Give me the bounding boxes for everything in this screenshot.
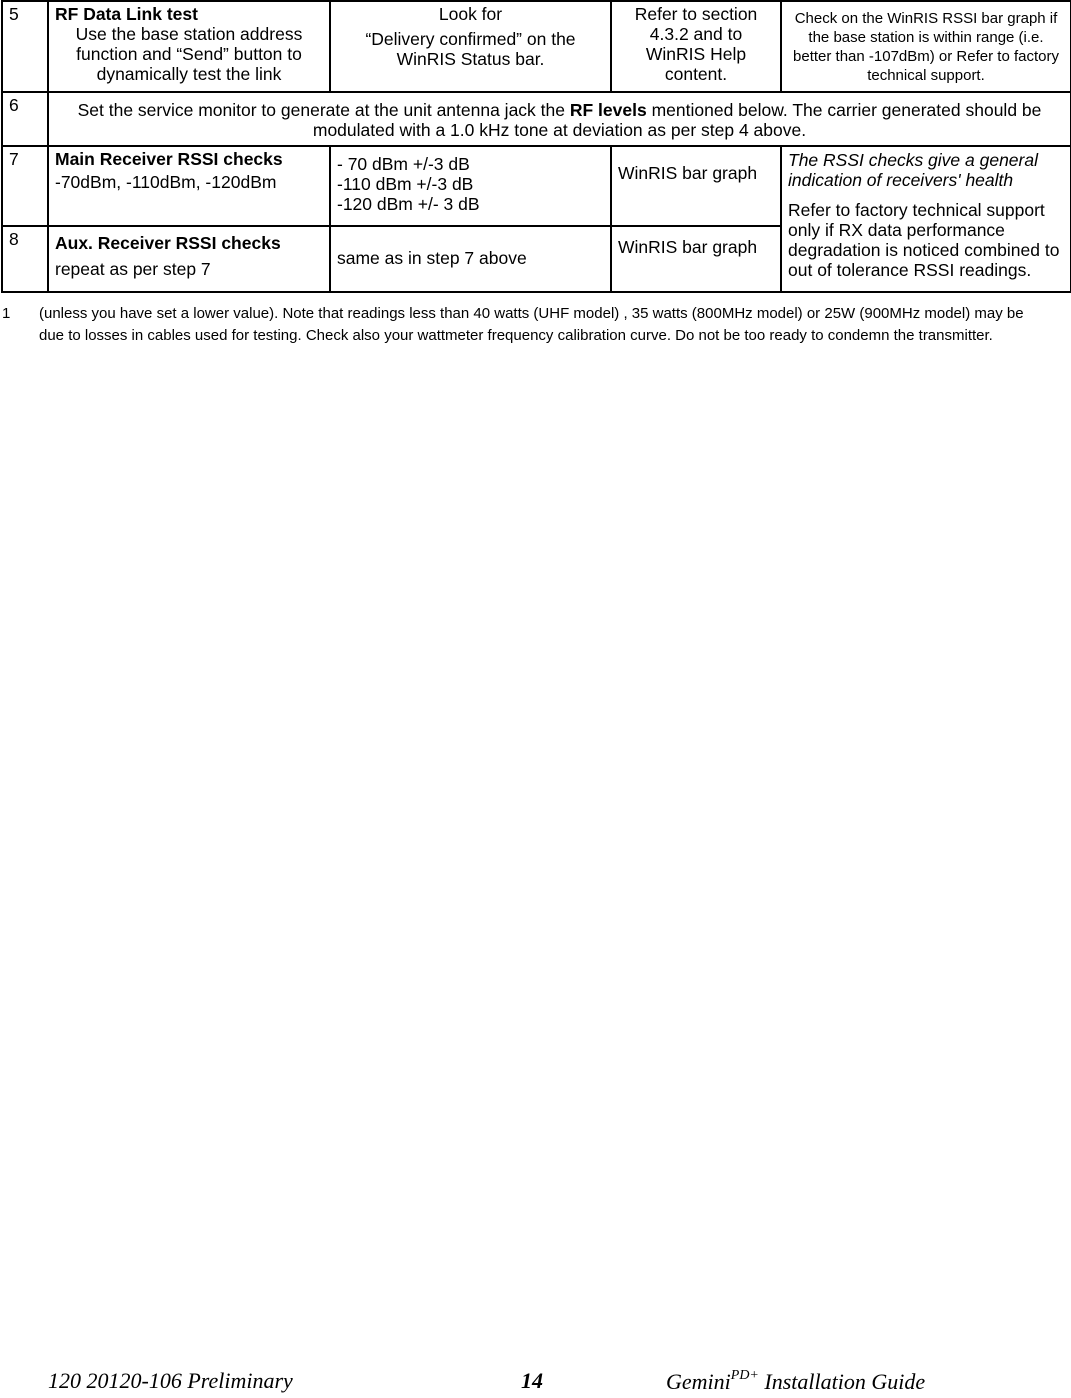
table-row [2,92,1071,146]
page-number: 14 [521,1368,543,1393]
expected-text: “Delivery confirmed” on the WinRIS Status bar. [365,29,576,69]
table-row [2,1,1071,92]
step-description [48,226,330,292]
remark-italic: The RSSI checks give a general indication of receivers' health [788,150,1038,190]
instruction-text-end: mentioned below. The carrier generated should be modulated with a 1.0 kHz tone at deviation as per step 4 above. [312,100,1042,140]
remark-text: Refer to factory technical support only if RX data performance degradation is noticed combined to out of tolerance RSSI readings. [788,200,1060,280]
guide-name: Installation Guide [758,1369,926,1394]
footnote-number: 1 [2,305,11,322]
instruction-bold: RF levels [569,100,647,120]
look-for-label: Look for [438,4,503,24]
step-title: RF Data Link test [55,4,198,24]
step-number: 7 [2,146,48,226]
step-detail: repeat as per step 7 [55,259,211,279]
expected-result: same as in step 7 above [330,226,611,292]
reference-cell: WinRIS bar graph [611,146,781,226]
step-description [48,146,330,226]
step-title: Aux. Receiver RSSI checks [55,233,281,253]
procedure-table [1,0,1071,293]
document-number: 120 20120-106 Preliminary [48,1368,293,1393]
step-detail: -70dBm, -110dBm, -120dBm [55,172,277,192]
footnote-text: (unless you have set a lower value). Note that readings less than 40 watts (UHF model) , 35 watts (800MHz model) or 25W (900MHz model) may be due to losses in cables used for testing. Check also your wattmeter frequency calibration curve. Do not be too ready to condemn the transmitter. [39,305,1024,344]
step-number: 5 [2,1,48,92]
reference-cell: WinRIS bar graph [611,226,781,292]
spec-line: - 70 dBm +/-3 dB [337,154,470,174]
step-number: 6 [2,92,48,146]
step-description [48,1,330,92]
product-suffix: PD+ [730,1368,759,1383]
reference-cell: Refer to section 4.3.2 and to WinRIS Help content. [611,1,781,92]
page-footer [0,1368,1071,1398]
instruction-text: Set the service monitor to generate at the unit antenna jack the [77,100,570,120]
expected-result [330,146,611,226]
spec-line: -110 dBm +/-3 dB [337,174,474,194]
remark-cell [781,146,1071,292]
product-name: Gemini [666,1369,731,1394]
table-row [2,146,1071,226]
step-detail: Use the base station address function and “Send” button to dynamically test the link [75,24,303,84]
spec-line: -120 dBm +/- 3 dB [337,194,480,214]
step-title: Main Receiver RSSI checks [55,149,283,169]
expected-result [330,1,611,92]
remark-cell: Check on the WinRIS RSSI bar graph if the base station is within range (i.e. better than -107dBm) or Refer to factory technical support. [781,1,1071,92]
step-number: 8 [2,226,48,292]
guide-title [666,1368,925,1395]
step-instruction [48,92,1071,146]
